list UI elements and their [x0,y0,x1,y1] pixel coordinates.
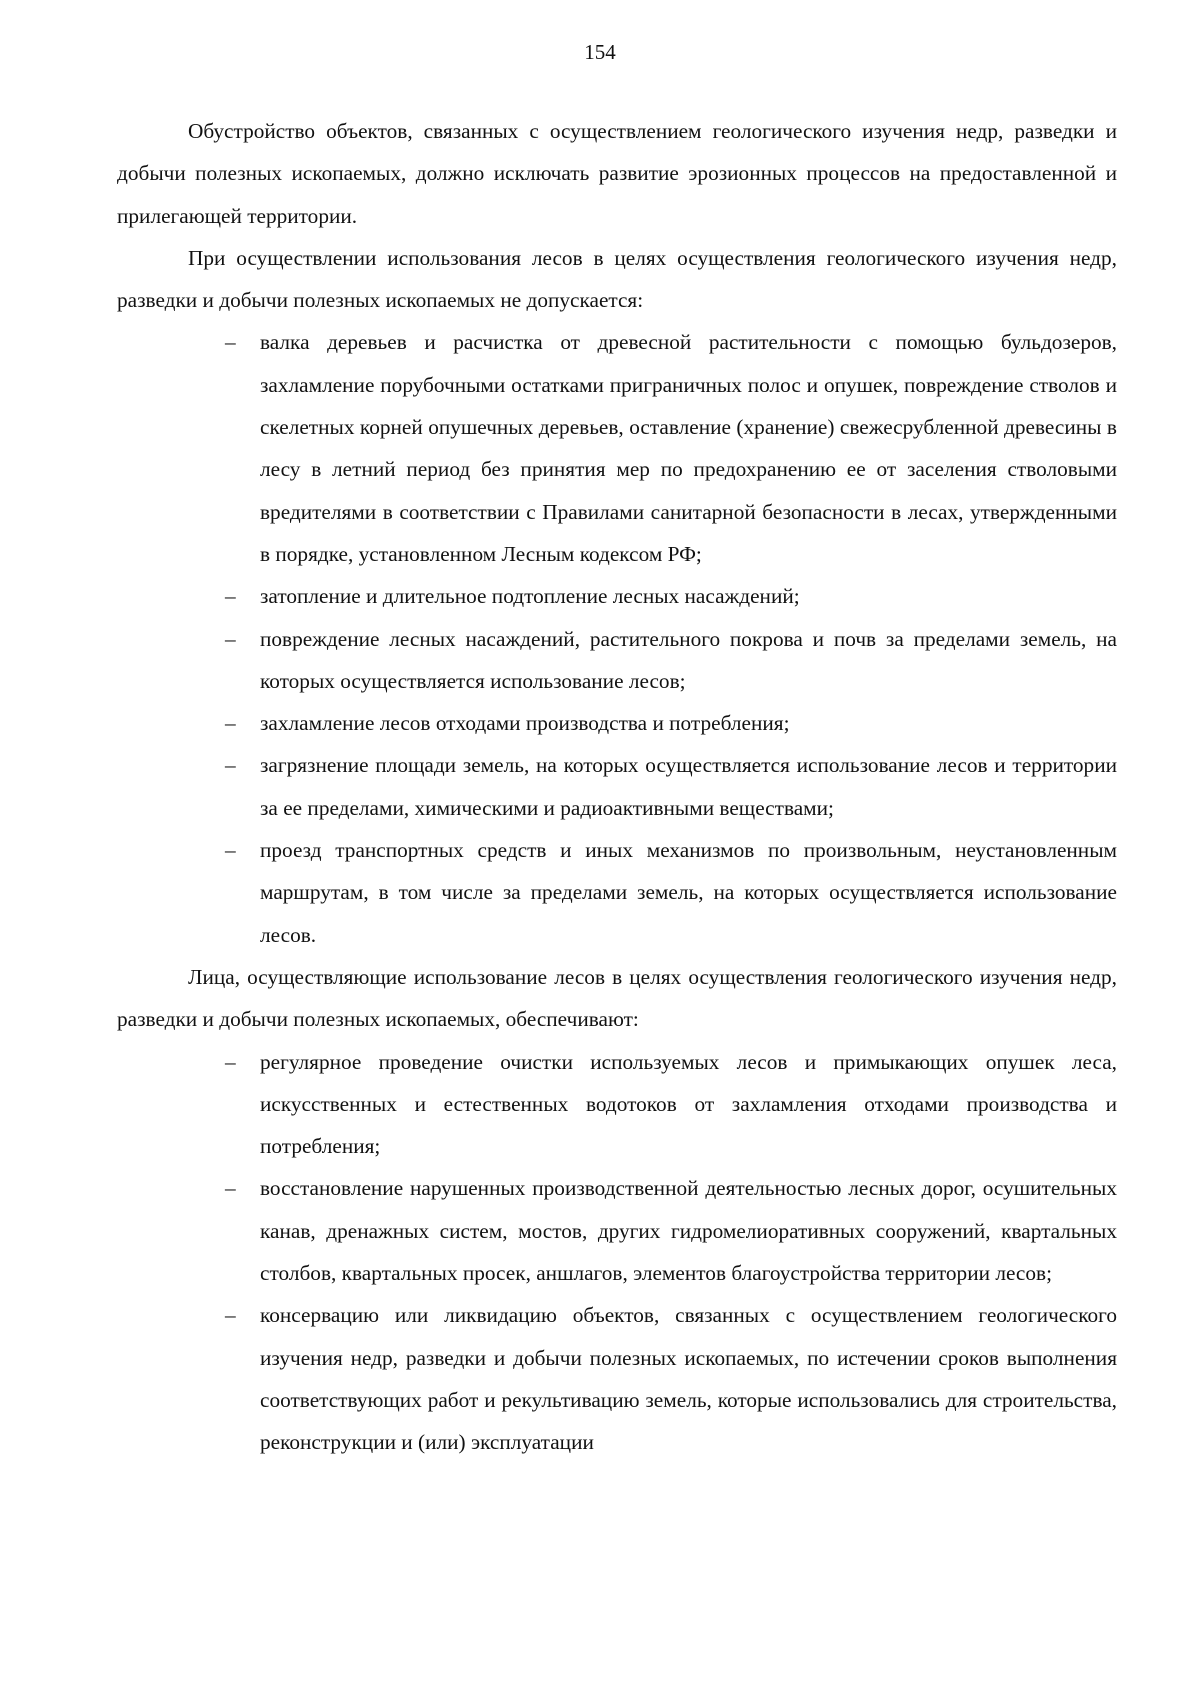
list-item [225,744,1117,829]
list-item-text: восстановление нарушенных производственной деятельностью лесных дорог, осушительных канав, дренажных систем, мостов, других гидромелиоративных сооружений, квартальных столбов, квартальных просек, аншлагов, элементов благоустройства территории лесов; [260,1176,1117,1286]
dash-bullet: – [225,330,236,355]
list-item [225,618,1117,703]
dash-bullet: – [225,711,236,736]
list-item-text: захламление лесов отходами производства и потребления; [260,711,790,736]
dash-bullet: – [225,626,236,651]
dash-bullet: – [225,1176,236,1201]
page-body [117,110,1117,1464]
obligations-list [117,1041,1117,1464]
dash-bullet: – [225,753,236,778]
dash-bullet: – [225,1303,236,1328]
page-number: 154 [584,40,616,64]
list-item [225,1167,1117,1294]
list-item [225,1294,1117,1463]
list-item-text: регулярное проведение очистки используемых лесов и примыкающих опушек леса, искусственных и естественных водотоков от захламления отходами производства и потребления; [260,1049,1117,1159]
paragraph-arrangement: Обустройство объектов, связанных с осуществлением геологического изучения недр, разведки и добычи полезных ископаемых, должно исключать развитие эрозионных процессов на предоставленной и прилегающей территории. [117,119,1117,228]
list-item [225,575,1117,617]
dash-bullet: – [225,1049,236,1074]
dash-bullet: – [225,584,236,609]
list-item-text: проезд транспортных средств и иных механизмов по произвольным, неустановленным маршрутам, в том числе за пределами земель, на которых осуществляется использование лесов. [260,838,1117,947]
paragraph-prohibited-intro: При осуществлении использования лесов в целях осуществления геологического изучения недр, разведки и добычи полезных ископаемых не допускается: [117,245,1117,313]
list-item-text: повреждение лесных насаждений, растительного покрова и почв за пределами земель, на которых осуществляется использование лесов; [260,626,1117,693]
list-item [225,829,1117,956]
dash-bullet: – [225,838,236,863]
list-item-text: загрязнение площади земель, на которых осуществляется использование лесов и территории за ее пределами, химическими и радиоактивными веществами; [260,753,1117,820]
list-item-text: консервацию или ликвидацию объектов, связанных с осуществлением геологического изучения недр, разведки и добычи полезных ископаемых, по истечении сроков выполнения соответствующих работ и рекультивацию земель, которые использовались для строительства, реконструкции и (или) эксплуатации [260,1303,1117,1455]
list-item-text: валка деревьев и расчистка от древесной растительности с помощью бульдозеров, захламление порубочными остатками приграничных полос и опушек, повреждение стволов и скелетных корней опушечных деревьев, оставление (хранение) свежесрубленной древесины в лесу в летний период без принятия мер по предохранению ее от заселения стволовыми вредителями в соответствии с Правилами санитарной безопасности в лесах, утвержденными в порядке, установленном Лесным кодексом РФ; [260,330,1117,566]
list-item [225,1041,1117,1168]
list-item [225,321,1117,575]
prohibited-list [117,321,1117,955]
paragraph-obligations-intro: Лица, осуществляющие использование лесов в целях осуществления геологического изучения недр, разведки и добычи полезных ископаемых, обеспечивают: [117,964,1117,1032]
list-item-text: затопление и длительное подтопление лесных насаждений; [260,584,800,609]
list-item [225,702,1117,744]
